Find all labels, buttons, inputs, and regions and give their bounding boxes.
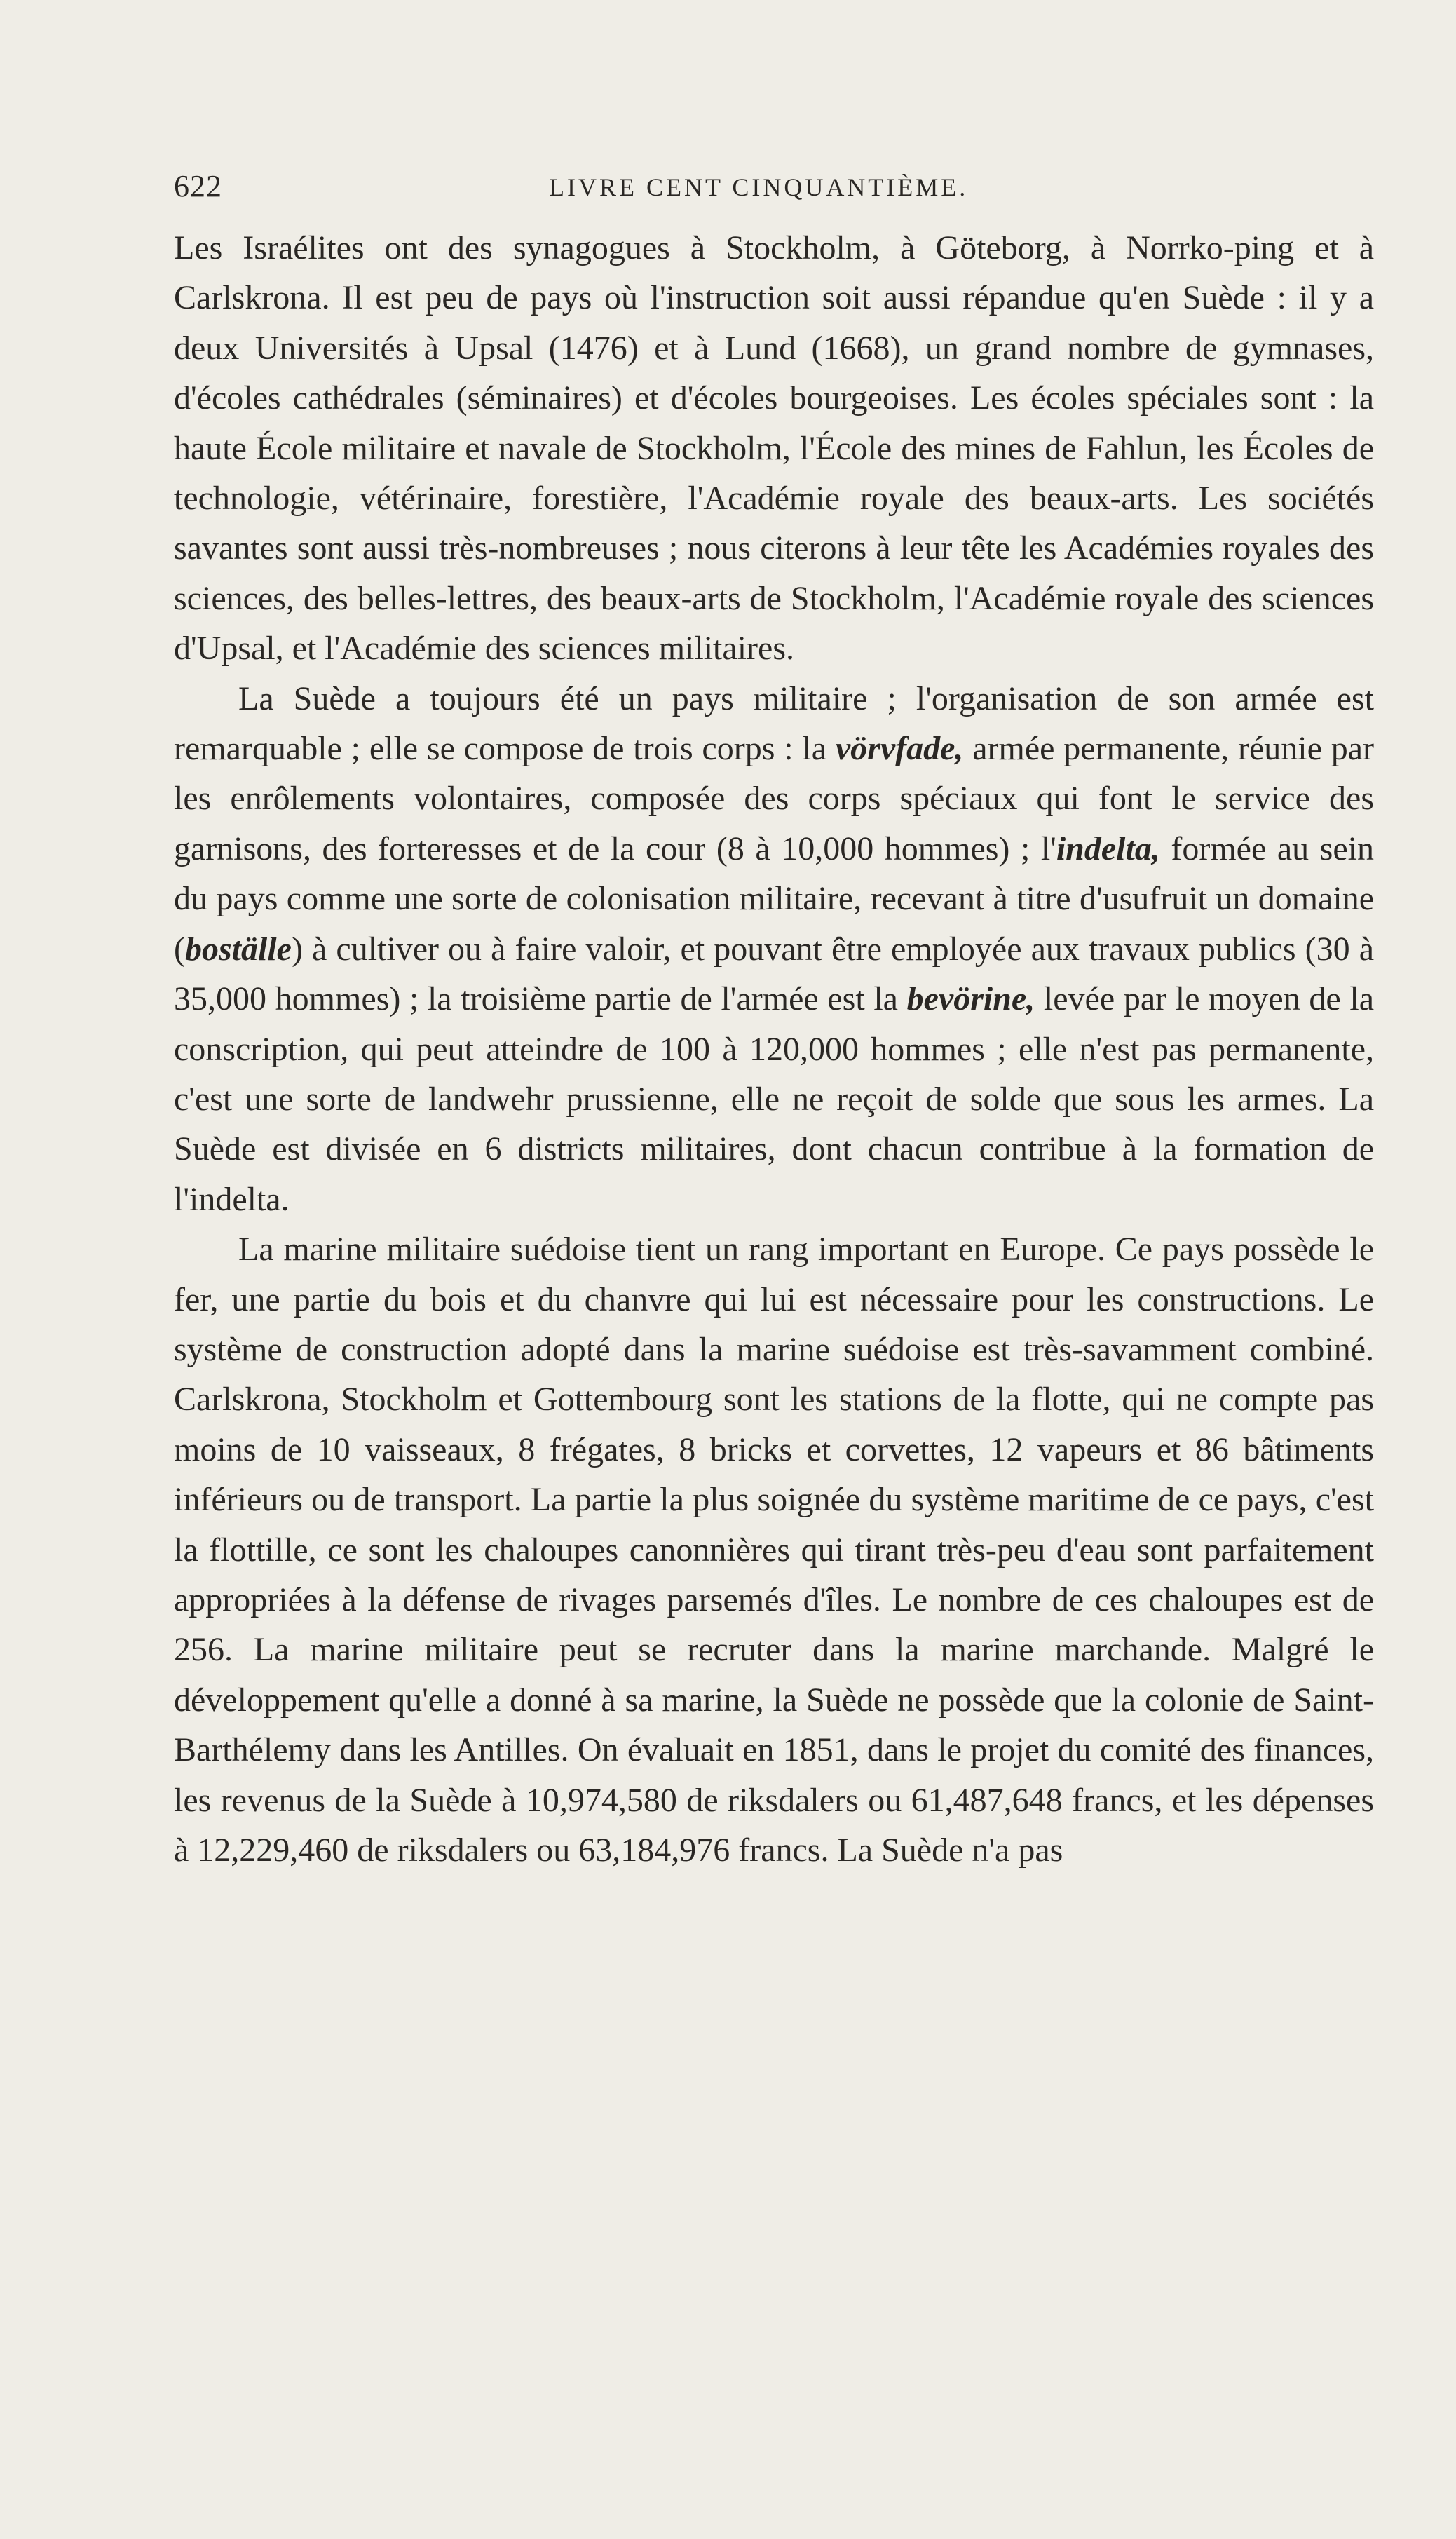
page-number: 622 — [174, 169, 222, 203]
italic-term: indelta, — [1056, 830, 1160, 867]
paragraph — [174, 674, 1374, 1224]
text-run: levée par le moyen de la conscription, qui peut atteindre de 100 à 120,000 hommes ; elle n'est pas permanente, c'est une sorte de landwehr prussienne, elle ne reçoit de solde que sous les armes. La Suède est divisée en 6 districts militaires, dont chacun contribue à la formation de l'indelta. — [174, 980, 1374, 1218]
italic-term: vörvfade, — [835, 730, 964, 768]
page-header — [174, 168, 1373, 210]
body-text — [174, 223, 1374, 1875]
text-run: armée permanente, réunie par les enrôlements volontaires, composée des corps spéciaux qui font le service des garnisons, des forteresses et de la cour (8 à 10,000 hommes) ; l' — [174, 730, 1375, 867]
text-run: ) à cultiver ou à faire valoir, et pouvant être employée aux travaux publics (30 à 35,000 hommes) ; la troisième partie de l'armée est la — [174, 930, 1374, 1018]
text-run: Les Israélites ont des synagogues à Stockholm, à Göteborg, à Norrko-ping et à Carlskrona. Il est peu de pays où l'instruction soit aussi répandue qu'en Suède : il y a deux Universités à Upsal (1476) et à Lund (1668), un grand nombre de gymnases, d'écoles cathédrales (séminaires) et d'écoles bourgeoises. Les écoles spéciales sont : la haute École militaire et navale de Stockholm, l'École des mines de Fahlun, les Écoles de technologie, vétérinaire, forestière, l'Académie royale des beaux-arts. Les sociétés savantes sont aussi très-nombreuses ; nous citerons à leur tête les Académies royales des sciences, des belles-lettres, des beaux-arts de Stockholm, l'Académie royale des sciences d'Upsal, et l'Académie des sciences militaires. — [174, 229, 1374, 668]
paragraph — [174, 223, 1374, 674]
text-run: formée au sein du pays comme une sorte de colonisation militaire, recevant à titre d'usufruit un domaine ( — [174, 830, 1374, 968]
paragraph — [174, 1224, 1374, 1875]
text-run: La marine militaire suédoise tient un rang important en Europe. Ce pays possède le fer, une partie du bois et du chanvre qui lui est nécessaire pour les constructions. Le système de construction adopté dans la marine suédoise est très-savamment combiné. Carlskrona, Stockholm et Gottembourg sont les stations de la flotte, qui ne compte pas moins de 10 vaisseaux, 8 frégates, 8 bricks et corvettes, 12 vapeurs et 86 bâtiments inférieurs ou de transport. La partie la plus soignée du système maritime de ce pays, c'est la flottille, ce sont les chaloupes canonnières qui tirant très-peu d'eau sont parfaitement appropriées à la défense de rivages parsemés d'îles. Le nombre de ces chaloupes est de 256. La marine militaire peut se recruter dans la marine marchande. Malgré le développement qu'elle a donné à sa marine, la Suède ne possède que la colonie de Saint-Barthélemy dans les Antilles. On évaluait en 1851, dans le projet du comité des finances, les revenus de la Suède à 10,974,580 de riksdalers ou 61,487,648 francs, et les dépenses à 12,229,460 de riksdalers ou 63,184,976 francs. La Suède n'a pas — [174, 1231, 1374, 1869]
italic-term: bevörine, — [906, 980, 1035, 1018]
text-run: La Suède a toujours été un pays militaire ; l'organisation de son armée est remarquable ; elle se compose de trois corps : la — [174, 679, 1374, 768]
running-head: LIVRE CENT CINQUANTIÈME. — [549, 173, 969, 201]
italic-term: boställe — [184, 930, 292, 968]
